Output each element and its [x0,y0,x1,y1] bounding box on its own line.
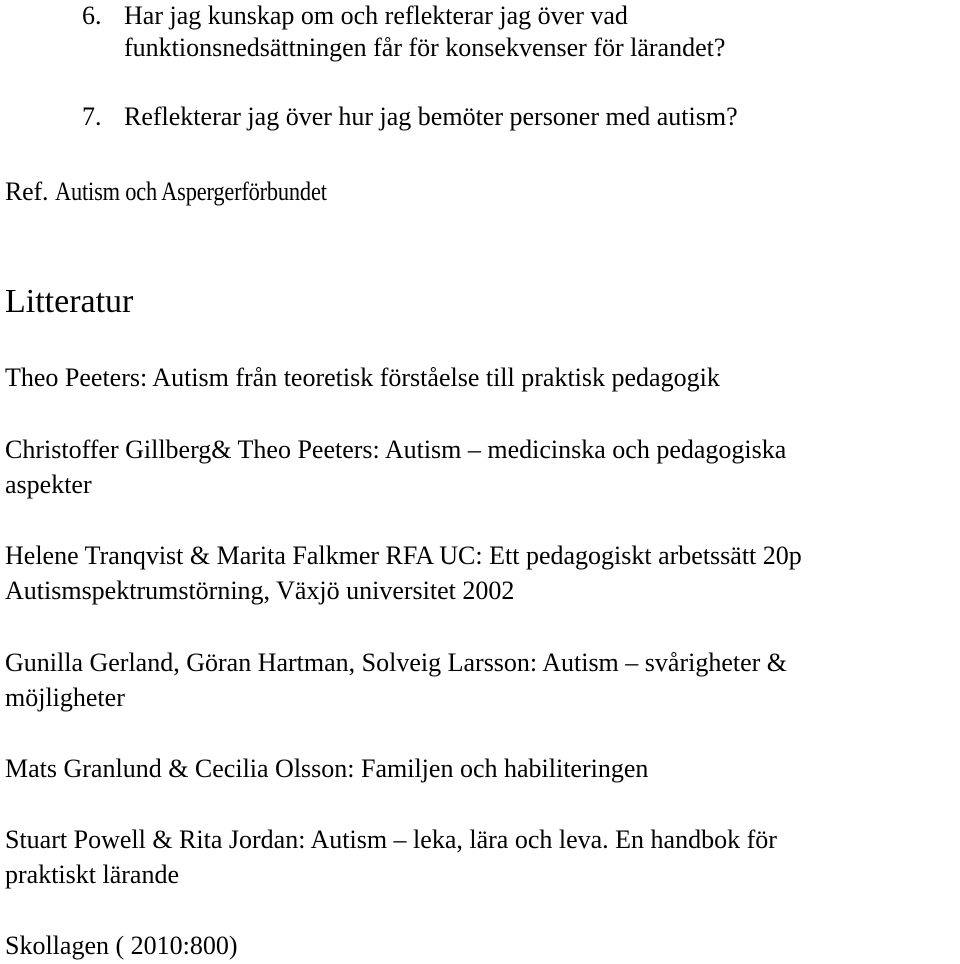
reference-prefix: Ref. [5,177,49,206]
list-number-7: 7. [82,102,102,131]
reference-text: Autism och Aspergerförbundet [54,177,327,206]
literature-entry-6-line-2: praktiskt lärande [5,860,179,889]
literature-entry-6-line-1: Stuart Powell & Rita Jordan: Autism – leka, lära och leva. En handbok för [5,825,777,854]
list-item-6-line-1: Har jag kunskap om och reflekterar jag över vad [124,1,628,30]
list-item-7: Reflekterar jag över hur jag bemöter personer med autism? [124,102,738,131]
literature-entry-2-line-1: Christoffer Gillberg& Theo Peeters: Autism – medicinska och pedagogiska [5,435,787,464]
literature-entry-3-line-2: Autismspektrumstörning, Växjö universitet 2002 [5,576,515,605]
list-number-6: 6. [82,1,102,30]
literature-entry-5: Mats Granlund & Cecilia Olsson: Familjen och habiliteringen [5,754,649,783]
literature-entry-2-line-2: aspekter [5,470,92,499]
list-item-6-line-2: funktionsnedsättningen får för konsekvenser för lärandet? [124,33,726,62]
literature-entry-7: Skollagen ( 2010:800) [5,931,238,960]
literature-entry-4-line-1: Gunilla Gerland, Göran Hartman, Solveig Larsson: Autism – svårigheter & [5,648,788,677]
literature-heading: Litteratur [5,283,134,320]
literature-entry-3-line-1: Helene Tranqvist & Marita Falkmer RFA UC: Ett pedagogiskt arbetssätt 20p [5,541,802,570]
reference-line [5,177,371,207]
literature-entry-4-line-2: möjligheter [5,683,125,712]
literature-entry-1: Theo Peeters: Autism från teoretisk förståelse till praktisk pedagogik [5,363,720,392]
